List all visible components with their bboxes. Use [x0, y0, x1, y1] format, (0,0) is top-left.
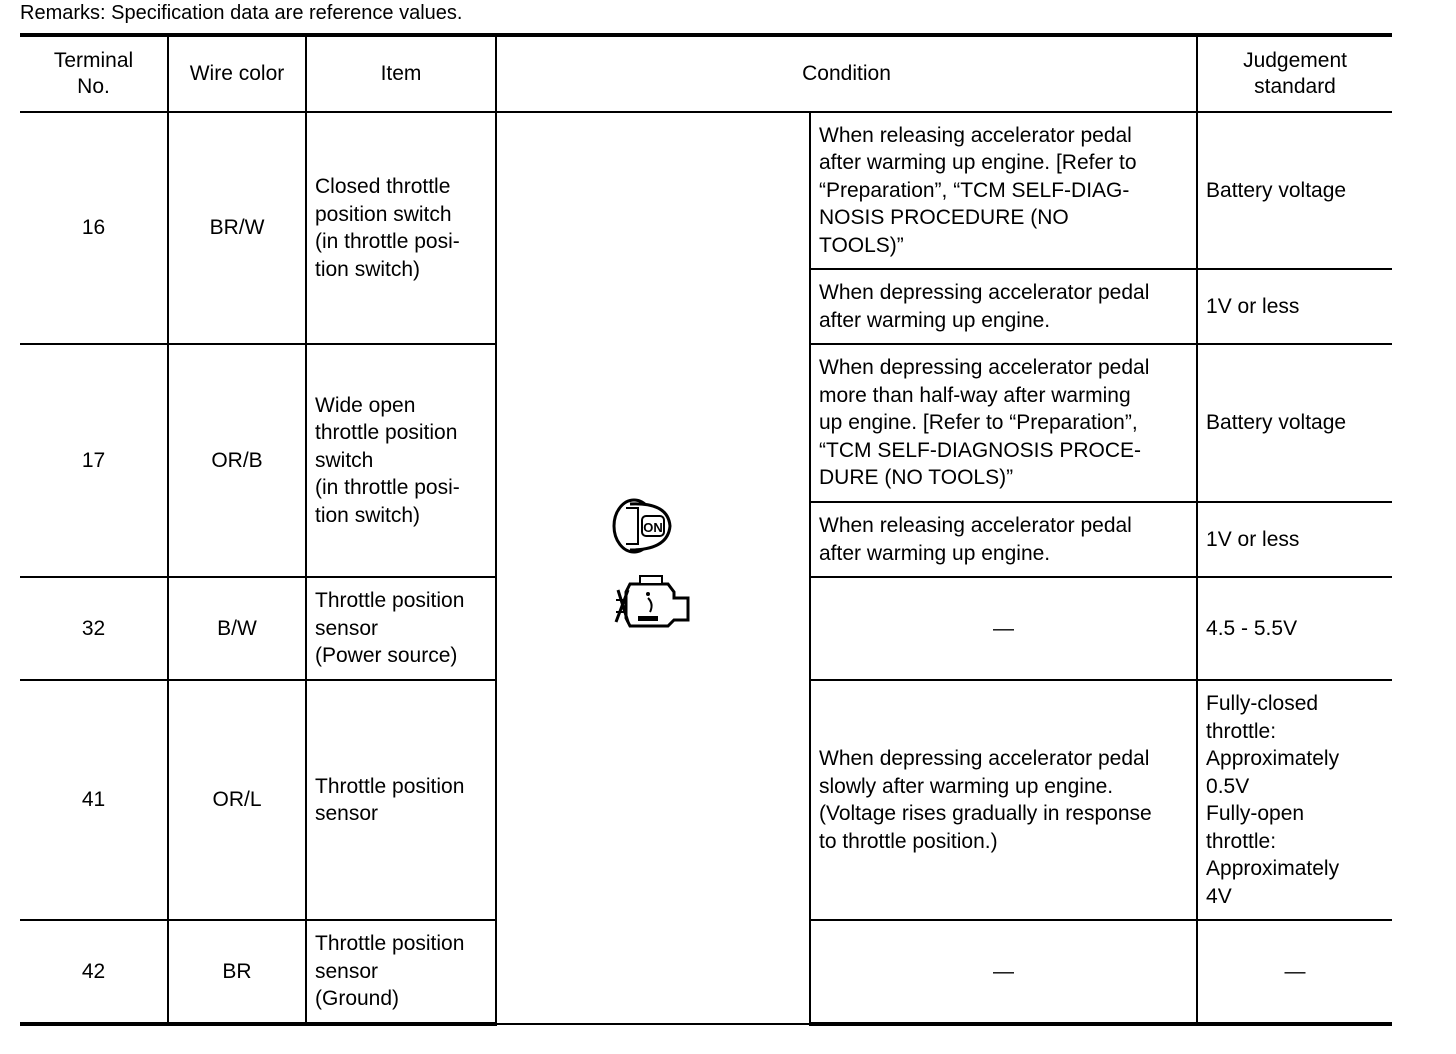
key-on-label: ON [643, 520, 663, 536]
condition-line: up engine. [Refer to “Preparation”, [819, 411, 1138, 435]
condition-line: DURE (NO TOOLS)” [819, 466, 1014, 490]
item-cell [306, 577, 496, 680]
condition-line: after warming up engine. [Refer to [819, 151, 1137, 175]
item-line: Throttle position [315, 589, 465, 613]
condition-line: “TCM SELF-DIAGNOSIS PROCE- [819, 438, 1142, 462]
judgement-line: Fully-closed [1206, 692, 1319, 715]
item-line: tion switch) [315, 503, 421, 527]
item-cell [306, 920, 496, 1024]
judgement-line: Fully-open [1206, 802, 1305, 825]
header-terminal-no [20, 35, 168, 112]
ignition-key-on-icon [608, 494, 678, 558]
condition-line: When releasing accelerator pedal [819, 514, 1132, 537]
condition-line: “Preparation”, “TCM SELF-DIAG- [819, 178, 1130, 202]
judgement-line: Approximately [1206, 747, 1340, 770]
wire-color-cell: BR [168, 920, 306, 1024]
item-line: sensor [315, 802, 379, 825]
engine-running-icon [608, 570, 698, 634]
condition-icons [608, 494, 698, 634]
condition-line: TOOLS)” [819, 233, 904, 257]
judgement-cell: 1V or less [1197, 502, 1392, 577]
judgement-cell: Battery voltage [1197, 112, 1392, 269]
judgement-line: 0.5V [1206, 774, 1250, 798]
header-wire-color: Wire color [168, 35, 306, 112]
condition-icon-cell [496, 112, 810, 1024]
item-line: sensor [315, 616, 379, 640]
header-terminal-line: No. [77, 75, 110, 98]
condition-line: after warming up engine. [819, 308, 1051, 332]
judgement-line: 4V [1206, 884, 1232, 908]
item-line: Throttle position [315, 774, 465, 798]
condition-line: to throttle position.) [819, 829, 998, 853]
item-line: tion switch) [315, 257, 421, 281]
judgement-cell: 1V or less [1197, 269, 1392, 344]
condition-line: When depressing accelerator pedal [819, 747, 1150, 770]
judgement-cell: 4.5 - 5.5V [1197, 577, 1392, 680]
header-condition: Condition [496, 35, 1197, 112]
condition-cell: — [810, 577, 1197, 680]
header-judgement-line: Judgement [1243, 49, 1347, 72]
item-line: sensor [315, 959, 379, 983]
judgement-line: throttle: [1206, 719, 1277, 743]
wire-color-cell: OR/L [168, 680, 306, 920]
item-line: (in throttle posi- [315, 230, 460, 253]
table-header-row [20, 35, 1392, 112]
judgement-cell: — [1197, 920, 1392, 1024]
wire-color-cell: OR/B [168, 344, 306, 577]
header-judgement-line: standard [1254, 75, 1336, 98]
condition-line: more than half-way after warming [819, 383, 1131, 407]
judgement-line: throttle: [1206, 829, 1277, 853]
terminal-no-cell: 41 [20, 680, 168, 920]
condition-line: When depressing accelerator pedal [819, 356, 1150, 380]
terminal-no-cell: 17 [20, 344, 168, 577]
condition-cell: — [810, 920, 1197, 1024]
header-terminal-line: Terminal [53, 49, 134, 72]
table-row [20, 112, 1392, 269]
terminal-spec-table [20, 33, 1392, 1026]
condition-cell [810, 344, 1197, 502]
header-item: Item [306, 35, 496, 112]
item-line: position switch [315, 202, 452, 226]
wire-color-cell: BR/W [168, 112, 306, 344]
item-cell [306, 680, 496, 920]
condition-cell [810, 112, 1197, 269]
header-judgement [1197, 35, 1392, 112]
condition-line: When releasing accelerator pedal [819, 123, 1132, 147]
remarks-note: Remarks: Specification data are reference values. [20, 2, 463, 24]
item-line: (Power source) [315, 644, 458, 668]
condition-cell [810, 502, 1197, 577]
condition-line: after warming up engine. [819, 541, 1051, 565]
terminal-no-cell: 16 [20, 112, 168, 344]
judgement-line: Approximately [1206, 857, 1340, 880]
judgement-cell [1197, 680, 1392, 920]
item-line: (in throttle posi- [315, 476, 460, 500]
wire-color-cell: B/W [168, 577, 306, 680]
item-line: Throttle position [315, 932, 465, 956]
item-line: Closed throttle [315, 175, 451, 198]
item-cell [306, 344, 496, 577]
condition-cell [810, 680, 1197, 920]
terminal-no-cell: 42 [20, 920, 168, 1024]
item-line: switch [315, 448, 374, 472]
item-cell [306, 112, 496, 344]
item-line: throttle position [315, 421, 458, 445]
condition-line: NOSIS PROCEDURE (NO [819, 206, 1069, 230]
item-line: Wide open [315, 393, 416, 417]
judgement-cell: Battery voltage [1197, 344, 1392, 502]
item-line: (Ground) [315, 987, 400, 1011]
condition-cell [810, 269, 1197, 344]
condition-line: When depressing accelerator pedal [819, 281, 1150, 304]
condition-line: slowly after warming up engine. [819, 774, 1114, 798]
terminal-no-cell: 32 [20, 577, 168, 680]
condition-line: (Voltage rises gradually in response [819, 802, 1152, 825]
